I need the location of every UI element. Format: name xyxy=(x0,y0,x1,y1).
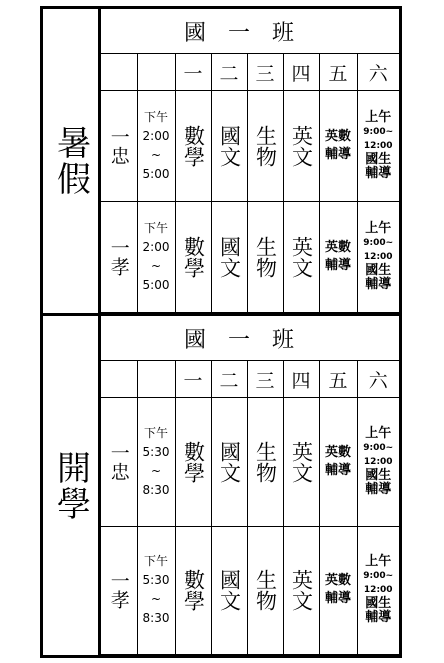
day-header: 六 xyxy=(357,54,399,91)
subject-cell: 英文 xyxy=(289,236,314,278)
school-table xyxy=(101,361,399,655)
subject-cell: 生物 xyxy=(253,125,278,167)
summer-table xyxy=(101,54,399,313)
day-header: 五 xyxy=(319,361,357,398)
table-row xyxy=(101,398,399,527)
class-name: 一孝 xyxy=(107,571,130,610)
day-header: 四 xyxy=(283,361,319,398)
summer-block xyxy=(101,9,399,313)
friday-cell: 英數 輔導 xyxy=(319,91,357,202)
saturday-cell: 上午 9:00~ 12:00 國生 輔導 xyxy=(357,398,399,527)
saturday-cell: 上午 9:00~ 12:00 國生 輔導 xyxy=(357,91,399,202)
table-row xyxy=(101,202,399,313)
day-header: 三 xyxy=(247,361,283,398)
subject-cell: 數學 xyxy=(181,569,206,612)
day-header: 一 xyxy=(175,54,211,91)
subject-cell: 數學 xyxy=(181,440,206,483)
summer-title: 國一班 xyxy=(101,9,399,54)
time-cell: 下午 5:30 ~ 8:30 xyxy=(137,398,175,527)
friday-cell: 英數 輔導 xyxy=(319,526,357,655)
day-header-row xyxy=(101,54,399,91)
subject-cell: 國文 xyxy=(217,236,242,278)
day-header: 六 xyxy=(357,361,399,398)
day-header: 五 xyxy=(319,54,357,91)
day-header xyxy=(101,361,137,398)
class-name: 一孝 xyxy=(107,238,130,276)
day-header: 三 xyxy=(247,54,283,91)
saturday-cell: 上午 9:00~ 12:00 國生 輔導 xyxy=(357,202,399,313)
subject-cell: 英文 xyxy=(289,569,314,612)
subject-cell: 數學 xyxy=(181,125,206,167)
table-row xyxy=(101,91,399,202)
subject-cell: 生物 xyxy=(253,236,278,278)
subject-cell: 生物 xyxy=(253,440,278,483)
time-cell: 下午 2:00 ~ 5:00 xyxy=(137,202,175,313)
class-name: 一忠 xyxy=(107,442,130,481)
subject-cell: 數學 xyxy=(181,236,206,278)
class-name: 一忠 xyxy=(107,127,130,165)
subject-cell: 國文 xyxy=(217,440,242,483)
table-row xyxy=(101,526,399,655)
friday-cell: 英數 輔導 xyxy=(319,398,357,527)
school-block xyxy=(101,316,399,655)
day-header xyxy=(137,54,175,91)
day-header: 一 xyxy=(175,361,211,398)
time-cell: 下午 5:30 ~ 8:30 xyxy=(137,526,175,655)
day-header: 二 xyxy=(211,54,247,91)
subject-cell: 英文 xyxy=(289,125,314,167)
day-header xyxy=(137,361,175,398)
day-header-row xyxy=(101,361,399,398)
subject-cell: 國文 xyxy=(217,125,242,167)
day-header xyxy=(101,54,137,91)
subject-cell: 生物 xyxy=(253,569,278,612)
friday-cell: 英數 輔導 xyxy=(319,202,357,313)
schedule-frame xyxy=(40,6,402,658)
summer-label: 暑假 xyxy=(50,125,91,197)
time-cell: 下午 2:00 ~ 5:00 xyxy=(137,91,175,202)
subject-cell: 國文 xyxy=(217,569,242,612)
day-header: 四 xyxy=(283,54,319,91)
day-header: 二 xyxy=(211,361,247,398)
subject-cell: 英文 xyxy=(289,440,314,483)
saturday-cell: 上午 9:00~ 12:00 國生 輔導 xyxy=(357,526,399,655)
school-title: 國一班 xyxy=(101,316,399,361)
school-label: 開學 xyxy=(50,449,91,522)
